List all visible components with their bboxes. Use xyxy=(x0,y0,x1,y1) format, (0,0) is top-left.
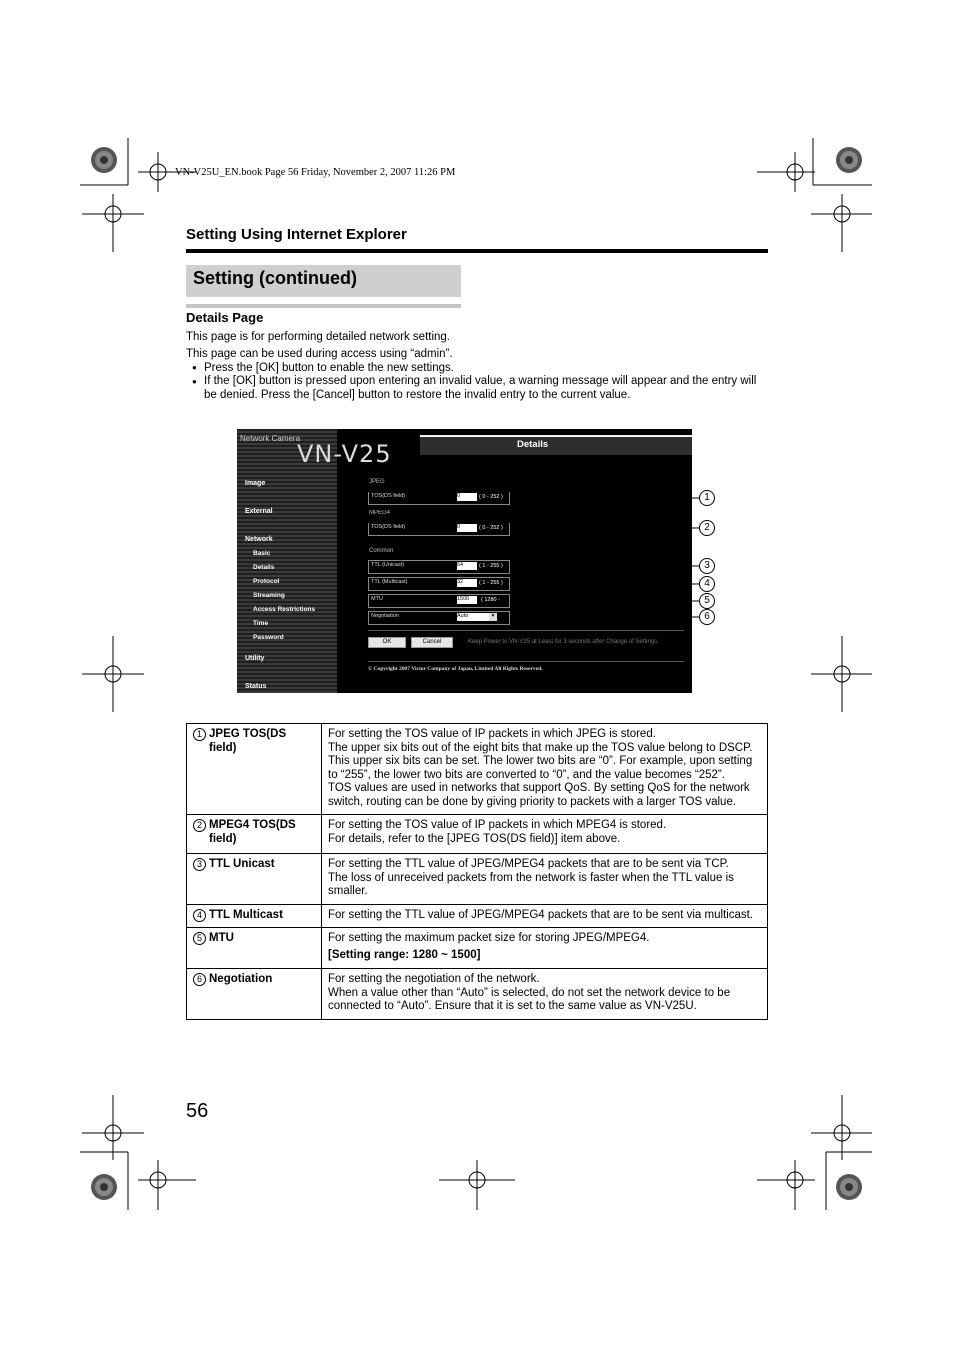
group-label-jpeg: JPEG xyxy=(369,479,385,485)
item-description-cell xyxy=(322,815,768,854)
field-label: Negotiation xyxy=(371,613,399,619)
item-name: TTL Multicast xyxy=(209,908,283,921)
callout-box-1 xyxy=(366,490,515,510)
table-row xyxy=(187,724,768,815)
description-line: When a value other than “Auto” is selected, do not set the network device to be connected to “Auto”. Ensure that it is set to the same value as VN-V25U. xyxy=(328,986,731,1012)
range-text: ( 1 - 255 ) xyxy=(479,579,503,586)
item-description-cell xyxy=(322,724,768,815)
copyright-text: © Copyright 2007 Victor Company of Japan, Limited All Rights Reserved. xyxy=(368,666,543,672)
item-number: 5 xyxy=(193,932,206,945)
page-title: Details xyxy=(517,439,549,450)
item-number: 6 xyxy=(193,973,206,986)
ttl-multicast-input[interactable]: 32 xyxy=(457,579,477,587)
nav-item-status[interactable]: Status xyxy=(245,683,267,690)
brand-logo: VN-V25 xyxy=(297,440,392,468)
page-number: 56 xyxy=(186,1100,209,1122)
item-number: 2 xyxy=(193,819,206,832)
file-info-line: VN-V25U_EN.book Page 56 Friday, November 2, 2007 11:26 PM xyxy=(175,167,456,178)
intro-paragraph-2: This page can be used during access using “admin”. xyxy=(186,348,453,360)
sidebar xyxy=(237,429,337,693)
callout-number-5: 5 xyxy=(699,593,715,609)
callout-number-6: 6 xyxy=(699,609,715,625)
description-line: TOS values are used in networks that support QoS. By setting QoS for the network switch, routing can be done by giving priority to packets with a larger TOS value. xyxy=(328,782,750,808)
mpeg4-tos-input[interactable]: 0 xyxy=(457,524,477,532)
setting-range: [Setting range: 1280 ~ 1500] xyxy=(328,948,481,961)
ok-button[interactable]: OK xyxy=(368,637,406,648)
subnav-item-access-restrictions[interactable]: Access Restrictions xyxy=(253,606,316,613)
item-description-cell xyxy=(322,928,768,969)
banner-title: Setting (continued) xyxy=(193,268,357,288)
group-label-common: Common xyxy=(369,548,394,554)
item-name: TTL Unicast xyxy=(209,858,275,870)
description-line: For setting the TOS value of IP packets in which JPEG is stored. xyxy=(328,728,656,740)
table-row xyxy=(187,928,768,969)
field-label: TTL (Multicast) xyxy=(371,579,408,585)
description-line: For setting the negotiation of the network. xyxy=(328,973,540,985)
subnav-item-password[interactable]: Password xyxy=(253,634,284,641)
field-label: MTU xyxy=(371,596,383,602)
bullet-icon: ● xyxy=(192,363,197,372)
item-description-cell xyxy=(322,854,768,905)
bullet-item-1: Press the [OK] button to enable the new settings. xyxy=(204,362,454,374)
callout-number-3: 3 xyxy=(699,558,715,574)
table-row xyxy=(187,854,768,905)
item-name-cell xyxy=(187,928,322,969)
description-line: For setting the TOS value of IP packets in which MPEG4 is stored. xyxy=(328,819,667,831)
bullet-item-2: If the [OK] button is pressed upon entering an invalid value, a warning message will appear and the entry will be denied. Press the [Cancel] button to restore the invalid entry to the current value. xyxy=(204,375,757,401)
field-label: TOS(DS field) xyxy=(371,524,406,530)
nav-item-network[interactable]: Network xyxy=(245,536,273,543)
dropdown-arrow-icon[interactable]: ▾ xyxy=(489,613,497,621)
subnav-item-streaming[interactable]: Streaming xyxy=(253,592,285,599)
item-name: MPEG4 TOS(DS field) xyxy=(209,819,296,845)
item-name-cell xyxy=(187,724,322,815)
callout-box-3-6 xyxy=(366,558,517,630)
page-title-bar xyxy=(420,435,692,455)
divider xyxy=(368,630,684,631)
subnav-item-basic[interactable]: Basic xyxy=(253,550,271,557)
description-line: The upper six bits out of the eight bits that make up the TOS value belong to DSCP. xyxy=(328,741,753,754)
table-row xyxy=(187,969,768,1020)
power-note: Keep Power to VN-V25 at Least for 3 seconds after Change of Settings. xyxy=(468,639,659,645)
nav-item-image[interactable]: Image xyxy=(245,480,266,487)
nav-item-external[interactable]: External xyxy=(245,508,273,515)
divider xyxy=(368,661,684,662)
table-row xyxy=(187,815,768,854)
description-line: For details, refer to the [JPEG TOS(DS field)] item above. xyxy=(328,832,621,845)
range-text: ( 1280 - xyxy=(481,596,500,603)
item-description-cell xyxy=(322,904,768,928)
item-name-cell xyxy=(187,904,322,928)
description-line: For setting the maximum packet size for storing JPEG/MPEG4. xyxy=(328,932,650,944)
item-number: 1 xyxy=(193,728,206,741)
bullet-icon: ● xyxy=(192,377,197,386)
jpeg-tos-input[interactable]: 0 xyxy=(457,493,477,501)
description-line: For setting the TTL value of JPEG/MPEG4 packets that are to be sent via multicast. xyxy=(328,908,754,921)
section-rule xyxy=(186,249,768,253)
subnav-item-time[interactable]: Time xyxy=(253,620,269,627)
field-label: TOS(DS field) xyxy=(371,493,406,499)
item-name: Negotiation xyxy=(209,973,273,985)
ttl-unicast-input[interactable]: 64 xyxy=(457,562,477,570)
range-text: ( 1 - 255 ) xyxy=(479,562,503,569)
cancel-button[interactable]: Cancel xyxy=(411,637,453,648)
description-line: For setting the TTL value of JPEG/MPEG4 packets that are to be sent via TCP. xyxy=(328,858,729,870)
item-number: 3 xyxy=(193,858,206,871)
callout-number-1: 1 xyxy=(699,490,715,506)
settings-table xyxy=(186,723,768,1020)
mtu-input[interactable]: 1500 xyxy=(457,596,477,604)
callout-number-4: 4 xyxy=(699,576,715,592)
nav-item-utility[interactable]: Utility xyxy=(245,655,265,662)
page-banner xyxy=(186,265,461,297)
item-name-cell xyxy=(187,854,322,905)
item-name: MTU xyxy=(209,932,234,944)
subnav-item-details[interactable]: Details xyxy=(253,564,275,571)
item-number: 4 xyxy=(193,909,206,922)
details-page-heading: Details Page xyxy=(186,310,264,325)
group-label-mpeg4: MPEG4 xyxy=(369,510,391,516)
item-name-cell xyxy=(187,969,322,1020)
field-label: TTL (Unicast) xyxy=(371,562,405,568)
section-title: Setting Using Internet Explorer xyxy=(186,226,407,243)
negotiation-select[interactable]: Auto xyxy=(457,613,497,621)
item-name-cell xyxy=(187,815,322,854)
item-name: JPEG TOS(DS field) xyxy=(209,728,287,754)
banner-underline xyxy=(186,304,461,308)
subnav-item-protocol[interactable]: Protocol xyxy=(253,578,280,585)
callout-number-2: 2 xyxy=(699,520,715,536)
intro-paragraph-1: This page is for performing detailed network setting. xyxy=(186,331,450,343)
range-text: ( 0 - 252 ) xyxy=(479,524,503,531)
range-text: ( 0 - 252 ) xyxy=(479,493,503,500)
item-description-cell xyxy=(322,969,768,1020)
brand-small-label: Network Camera xyxy=(240,434,301,443)
table-row xyxy=(187,904,768,928)
description-line: This upper six bits can be set. The lower two bits are “0”. For example, upon setting to “255”, the lower two bits are converted to “0”, and the value becomes “252”. xyxy=(328,755,753,781)
callout-box-2 xyxy=(366,521,515,541)
description-line: The loss of unreceived packets from the network is faster when the TTL value is smaller. xyxy=(328,871,734,897)
